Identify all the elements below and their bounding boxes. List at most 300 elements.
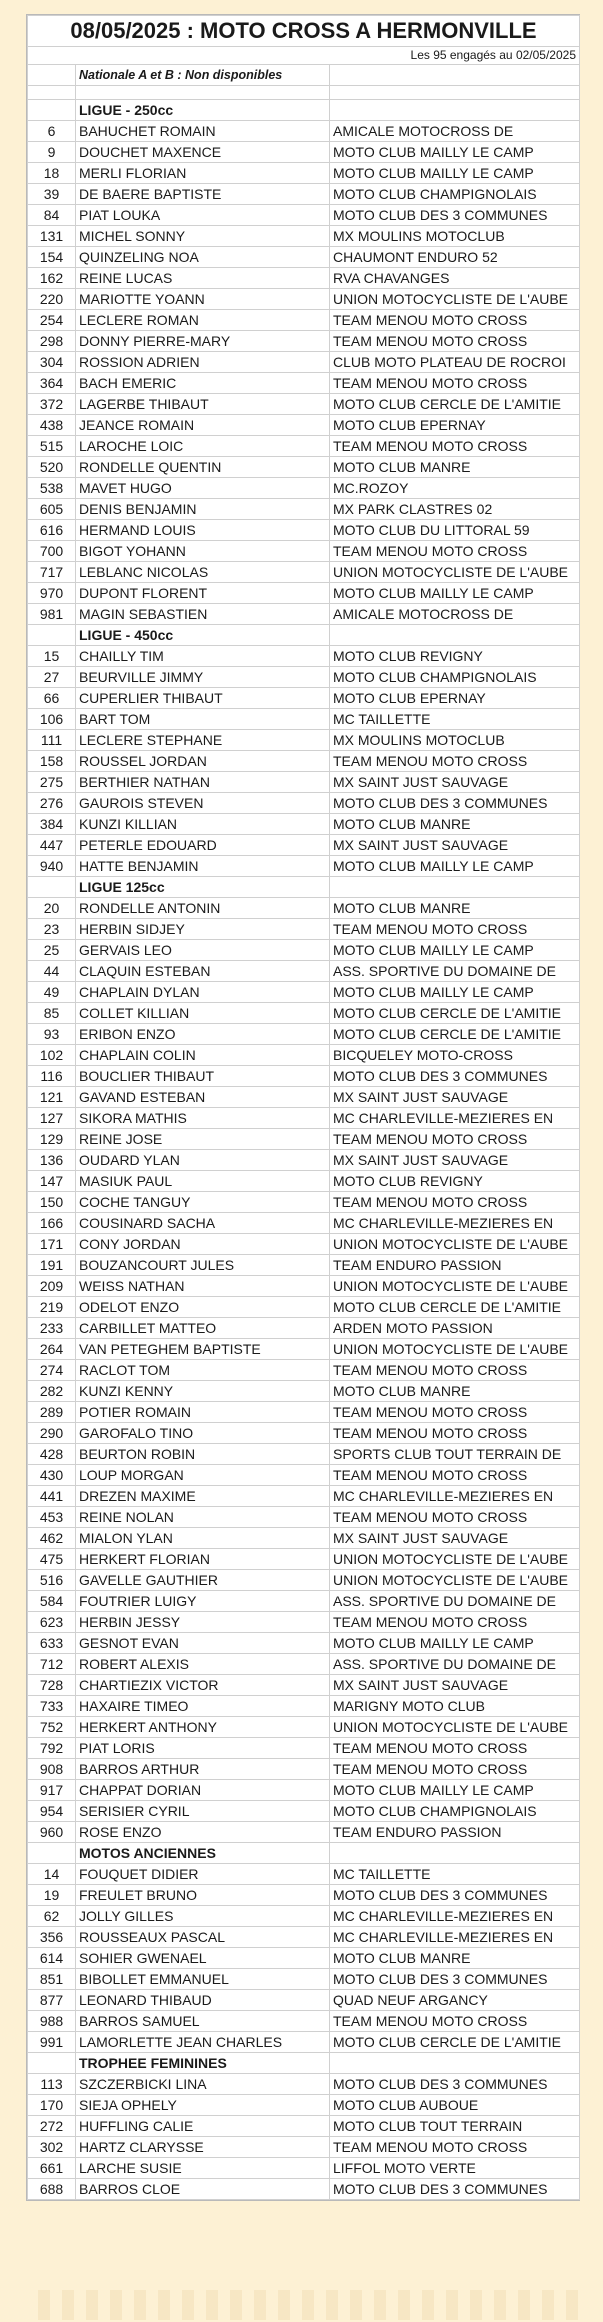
club-name: MC CHARLEVILLE-MEZIERES EN [330,1486,580,1507]
rider-number: 44 [28,961,76,982]
rider-number: 121 [28,1087,76,1108]
cell-blank [28,2053,76,2074]
table-row [28,1381,580,1402]
rider-number: 106 [28,709,76,730]
section-header [28,2053,580,2074]
rider-number: 538 [28,478,76,499]
rider-name: HATTE BENJAMIN [76,856,330,877]
club-name: TEAM ENDURO PASSION [330,1255,580,1276]
rider-name: LOUP MORGAN [76,1465,330,1486]
rider-number: 147 [28,1171,76,1192]
rider-number: 131 [28,226,76,247]
table-row [28,772,580,793]
club-name: MOTO CLUB MANRE [330,1381,580,1402]
club-name: MOTO CLUB MAILLY LE CAMP [330,856,580,877]
rider-name: MASIUK PAUL [76,1171,330,1192]
rider-name: GAVAND ESTEBAN [76,1087,330,1108]
club-name: MC CHARLEVILLE-MEZIERES EN [330,1213,580,1234]
rider-name: BIBOLLET EMMANUEL [76,1969,330,1990]
club-name: MX SAINT JUST SAUVAGE [330,1675,580,1696]
table-row [28,1066,580,1087]
club-name: TEAM MENOU MOTO CROSS [330,919,580,940]
rider-name: SOHIER GWENAEL [76,1948,330,1969]
subtitle-row [28,47,580,65]
rider-number: 93 [28,1024,76,1045]
club-name: MOTO CLUB DES 3 COMMUNES [330,1969,580,1990]
club-name: MOTO CLUB MAILLY LE CAMP [330,163,580,184]
rider-name: BOUZANCOURT JULES [76,1255,330,1276]
rider-name: REINE LUCAS [76,268,330,289]
club-name: MC TAILLETTE [330,709,580,730]
table-row [28,163,580,184]
rider-name: BACH EMERIC [76,373,330,394]
club-name: TEAM MENOU MOTO CROSS [330,541,580,562]
club-name: TEAM MENOU MOTO CROSS [330,1192,580,1213]
table-row [28,1402,580,1423]
rider-name: BIGOT YOHANN [76,541,330,562]
rider-number: 171 [28,1234,76,1255]
table-row [28,1234,580,1255]
rider-name: ROUSSEL JORDAN [76,751,330,772]
rider-name: DREZEN MAXIME [76,1486,330,1507]
table-row [28,1213,580,1234]
club-name: MC CHARLEVILLE-MEZIERES EN [330,1906,580,1927]
club-name: TEAM MENOU MOTO CROSS [330,2011,580,2032]
club-name: TEAM MENOU MOTO CROSS [330,1738,580,1759]
rider-number: 453 [28,1507,76,1528]
rider-number: 9 [28,142,76,163]
rider-name: KUNZI KILLIAN [76,814,330,835]
rider-number: 209 [28,1276,76,1297]
rider-name: CLAQUIN ESTEBAN [76,961,330,982]
club-name: ASS. SPORTIVE DU DOMAINE DE [330,961,580,982]
rider-name: VAN PETEGHEM BAPTISTE [76,1339,330,1360]
rider-name: DENIS BENJAMIN [76,499,330,520]
club-name: QUAD NEUF ARGANCY [330,1990,580,2011]
cell-blank [28,877,76,898]
rider-name: LECLERE ROMAN [76,310,330,331]
entry-list-table [27,15,580,2200]
club-name: MOTO CLUB EPERNAY [330,688,580,709]
rider-number: 129 [28,1129,76,1150]
club-name: MX PARK CLASTRES 02 [330,499,580,520]
cell-blank [330,877,580,898]
rider-number: 462 [28,1528,76,1549]
club-name: TEAM MENOU MOTO CROSS [330,310,580,331]
cell-blank [330,625,580,646]
rider-name: GERVAIS LEO [76,940,330,961]
table-row [28,1255,580,1276]
cell-blank [28,65,76,86]
cell-blank [28,625,76,646]
club-name: TEAM MENOU MOTO CROSS [330,436,580,457]
page-title: 08/05/2025 : MOTO CROSS A HERMONVILLE [28,16,580,47]
section-header [28,1843,580,1864]
rider-name: SIEJA OPHELY [76,2095,330,2116]
rider-name: BEURVILLE JIMMY [76,667,330,688]
rider-number: 605 [28,499,76,520]
table-row [28,793,580,814]
rider-number: 616 [28,520,76,541]
rider-number: 275 [28,772,76,793]
table-row [28,814,580,835]
table-row [28,2179,580,2200]
club-name: ARDEN MOTO PASSION [330,1318,580,1339]
rider-name: CHAPLAIN DYLAN [76,982,330,1003]
rider-name: MAGIN SEBASTIEN [76,604,330,625]
rider-number: 700 [28,541,76,562]
rider-number: 264 [28,1339,76,1360]
rider-name: CARBILLET MATTEO [76,1318,330,1339]
rider-name: HARTZ CLARYSSE [76,2137,330,2158]
table-row [28,205,580,226]
table-row [28,1696,580,1717]
rider-number: 154 [28,247,76,268]
rider-number: 170 [28,2095,76,2116]
club-name: MOTO CLUB DES 3 COMMUNES [330,2074,580,2095]
rider-number: 274 [28,1360,76,1381]
table-row [28,1423,580,1444]
club-name: MOTO CLUB CERCLE DE L'AMITIE [330,1297,580,1318]
rider-number: 166 [28,1213,76,1234]
club-name: TEAM MENOU MOTO CROSS [330,1402,580,1423]
section-header [28,100,580,121]
rider-name: MIALON YLAN [76,1528,330,1549]
rider-number: 752 [28,1717,76,1738]
club-name: MOTO CLUB CERCLE DE L'AMITIE [330,394,580,415]
rider-name: LECLERE STEPHANE [76,730,330,751]
rider-name: CUPERLIER THIBAUT [76,688,330,709]
table-row [28,121,580,142]
rider-name: HERKERT ANTHONY [76,1717,330,1738]
rider-number: 62 [28,1906,76,1927]
rider-name: DE BAERE BAPTISTE [76,184,330,205]
club-name: MX SAINT JUST SAUVAGE [330,1528,580,1549]
table-row [28,1171,580,1192]
rider-name: BOUCLIER THIBAUT [76,1066,330,1087]
table-row [28,583,580,604]
rider-name: BEURTON ROBIN [76,1444,330,1465]
rider-number: 233 [28,1318,76,1339]
rider-name: DOUCHET MAXENCE [76,142,330,163]
club-name: UNION MOTOCYCLISTE DE L'AUBE [330,289,580,310]
club-name: TEAM MENOU MOTO CROSS [330,751,580,772]
rider-number: 792 [28,1738,76,1759]
table-row [28,1528,580,1549]
rider-name: OUDARD YLAN [76,1150,330,1171]
club-name: TEAM MENOU MOTO CROSS [330,331,580,352]
rider-number: 276 [28,793,76,814]
rider-number: 18 [28,163,76,184]
club-name: TEAM MENOU MOTO CROSS [330,1423,580,1444]
section-header [28,625,580,646]
rider-number: 633 [28,1633,76,1654]
table-row [28,1549,580,1570]
club-name: TEAM MENOU MOTO CROSS [330,1759,580,1780]
club-name: MC CHARLEVILLE-MEZIERES EN [330,1927,580,1948]
rider-name: ROUSSEAUX PASCAL [76,1927,330,1948]
table-row [28,1780,580,1801]
rider-name: MICHEL SONNY [76,226,330,247]
rider-number: 158 [28,751,76,772]
rider-name: JEANCE ROMAIN [76,415,330,436]
table-row [28,1297,580,1318]
club-name: MOTO CLUB CERCLE DE L'AMITIE [330,2032,580,2053]
rider-name: HUFFLING CALIE [76,2116,330,2137]
rider-name: CHARTIEZIX VICTOR [76,1675,330,1696]
rider-number: 623 [28,1612,76,1633]
table-row [28,667,580,688]
rider-name: ODELOT ENZO [76,1297,330,1318]
club-name: MOTO CLUB MANRE [330,457,580,478]
club-name: ASS. SPORTIVE DU DOMAINE DE [330,1591,580,1612]
club-name: MOTO CLUB REVIGNY [330,1171,580,1192]
rider-name: WEISS NATHAN [76,1276,330,1297]
note-row [28,65,580,86]
rider-number: 851 [28,1969,76,1990]
rider-number: 102 [28,1045,76,1066]
rider-name: COCHE TANGUY [76,1192,330,1213]
club-name: MC TAILLETTE [330,1864,580,1885]
club-name: MOTO CLUB DES 3 COMMUNES [330,1066,580,1087]
rider-number: 430 [28,1465,76,1486]
table-row [28,751,580,772]
table-row [28,1759,580,1780]
rider-name: LAGERBE THIBAUT [76,394,330,415]
rider-number: 150 [28,1192,76,1213]
table-row [28,1360,580,1381]
table-row [28,1885,580,1906]
table-row [28,562,580,583]
club-name: UNION MOTOCYCLISTE DE L'AUBE [330,1339,580,1360]
table-row [28,1024,580,1045]
table-row [28,688,580,709]
club-name: MOTO CLUB MAILLY LE CAMP [330,982,580,1003]
table-row [28,1990,580,2011]
rider-name: JOLLY GILLES [76,1906,330,1927]
table-row [28,247,580,268]
rider-number: 428 [28,1444,76,1465]
club-name: UNION MOTOCYCLISTE DE L'AUBE [330,562,580,583]
rider-number: 136 [28,1150,76,1171]
rider-number: 127 [28,1108,76,1129]
cell-blank [330,1843,580,1864]
table-row [28,289,580,310]
table-row [28,730,580,751]
table-row [28,604,580,625]
rider-name: SERISIER CYRIL [76,1801,330,1822]
rider-name: BARROS ARTHUR [76,1759,330,1780]
rider-number: 516 [28,1570,76,1591]
club-name: MOTO CLUB MANRE [330,898,580,919]
table-row [28,1318,580,1339]
rider-name: LEONARD THIBAUD [76,1990,330,2011]
club-name: MOTO CLUB CERCLE DE L'AMITIE [330,1024,580,1045]
rider-name: BARROS CLOE [76,2179,330,2200]
rider-number: 14 [28,1864,76,1885]
rider-number: 940 [28,856,76,877]
rider-number: 85 [28,1003,76,1024]
table-row [28,352,580,373]
rider-name: ROBERT ALEXIS [76,1654,330,1675]
club-name: UNION MOTOCYCLISTE DE L'AUBE [330,1276,580,1297]
table-row [28,142,580,163]
table-row [28,310,580,331]
rider-number: 302 [28,2137,76,2158]
club-name: UNION MOTOCYCLISTE DE L'AUBE [330,1234,580,1255]
club-name: BICQUELEY MOTO-CROSS [330,1045,580,1066]
club-name: MOTO CLUB MAILLY LE CAMP [330,142,580,163]
table-row [28,1948,580,1969]
club-name: MARIGNY MOTO CLUB [330,1696,580,1717]
club-name: MC CHARLEVILLE-MEZIERES EN [330,1108,580,1129]
table-row [28,394,580,415]
rider-number: 116 [28,1066,76,1087]
rider-number: 113 [28,2074,76,2095]
rider-name: PIAT LOUKA [76,205,330,226]
rider-number: 254 [28,310,76,331]
table-row [28,478,580,499]
club-name: MX SAINT JUST SAUVAGE [330,772,580,793]
table-row [28,1612,580,1633]
table-row [28,1591,580,1612]
rider-number: 6 [28,121,76,142]
table-row [28,1675,580,1696]
club-name: AMICALE MOTOCROSS DE [330,121,580,142]
club-name: UNION MOTOCYCLISTE DE L'AUBE [330,1570,580,1591]
rider-name: LARCHE SUSIE [76,2158,330,2179]
table-row [28,1339,580,1360]
rider-number: 220 [28,289,76,310]
rider-number: 15 [28,646,76,667]
rider-number: 908 [28,1759,76,1780]
club-name: MOTO CLUB DES 3 COMMUNES [330,1885,580,1906]
club-name: UNION MOTOCYCLISTE DE L'AUBE [330,1549,580,1570]
club-name: MC.ROZOY [330,478,580,499]
rider-number: 372 [28,394,76,415]
club-name: MX SAINT JUST SAUVAGE [330,1150,580,1171]
rider-number: 289 [28,1402,76,1423]
cell-blank [330,2053,580,2074]
rider-number: 20 [28,898,76,919]
rider-number: 475 [28,1549,76,1570]
rider-number: 19 [28,1885,76,1906]
club-name: MOTO CLUB DES 3 COMMUNES [330,793,580,814]
rider-name: ROSSION ADRIEN [76,352,330,373]
club-name: MOTO CLUB MAILLY LE CAMP [330,583,580,604]
rider-name: REINE JOSE [76,1129,330,1150]
rider-name: GAUROIS STEVEN [76,793,330,814]
rider-name: GAROFALO TINO [76,1423,330,1444]
rider-name: HERKERT FLORIAN [76,1549,330,1570]
table-row [28,1486,580,1507]
rider-name: BART TOM [76,709,330,730]
section-title: LIGUE - 250cc [76,100,330,121]
cell-blank [28,100,76,121]
club-name: MOTO CLUB AUBOUE [330,2095,580,2116]
rider-number: 917 [28,1780,76,1801]
table-row [28,1738,580,1759]
table-row [28,1465,580,1486]
table-row [28,415,580,436]
club-name: MOTO CLUB DU LITTORAL 59 [330,520,580,541]
table-row [28,436,580,457]
cell-blank [330,100,580,121]
table-row [28,520,580,541]
table-row [28,1633,580,1654]
section-title: TROPHEE FEMININES [76,2053,330,2074]
rider-number: 447 [28,835,76,856]
club-name: MX MOULINS MOTOCLUB [330,730,580,751]
club-name: MOTO CLUB MANRE [330,814,580,835]
rider-number: 364 [28,373,76,394]
rider-number: 298 [28,331,76,352]
table-row [28,1192,580,1213]
rider-number: 23 [28,919,76,940]
table-row [28,541,580,562]
club-name: TEAM MENOU MOTO CROSS [330,1465,580,1486]
table-row [28,709,580,730]
club-name: TEAM MENOU MOTO CROSS [330,1612,580,1633]
title-row [28,16,580,47]
table-row [28,457,580,478]
section-title: LIGUE - 450cc [76,625,330,646]
spacer-row [28,86,580,100]
rider-name: RONDELLE QUENTIN [76,457,330,478]
club-name: MX SAINT JUST SAUVAGE [330,835,580,856]
rider-name: SIKORA MATHIS [76,1108,330,1129]
rider-number: 688 [28,2179,76,2200]
rider-name: CONY JORDAN [76,1234,330,1255]
table-row [28,919,580,940]
rider-name: MARIOTTE YOANN [76,289,330,310]
rider-number: 27 [28,667,76,688]
table-row [28,331,580,352]
table-row [28,1822,580,1843]
table-row [28,1654,580,1675]
rider-name: DUPONT FLORENT [76,583,330,604]
club-name: TEAM ENDURO PASSION [330,1822,580,1843]
table-row [28,1969,580,1990]
rider-number: 49 [28,982,76,1003]
club-name: LIFFOL MOTO VERTE [330,2158,580,2179]
rider-number: 981 [28,604,76,625]
table-row [28,2158,580,2179]
table-row [28,961,580,982]
rider-name: LAMORLETTE JEAN CHARLES [76,2032,330,2053]
club-name: TEAM MENOU MOTO CROSS [330,2137,580,2158]
rider-name: DONNY PIERRE-MARY [76,331,330,352]
rider-name: ERIBON ENZO [76,1024,330,1045]
rider-name: COLLET KILLIAN [76,1003,330,1024]
rider-name: GAVELLE GAUTHIER [76,1570,330,1591]
rider-name: QUINZELING NOA [76,247,330,268]
club-name: MOTO CLUB CERCLE DE L'AMITIE [330,1003,580,1024]
club-name: MOTO CLUB CHAMPIGNOLAIS [330,1801,580,1822]
table-row [28,2032,580,2053]
club-name: MX MOULINS MOTOCLUB [330,226,580,247]
rider-name: HERBIN SIDJEY [76,919,330,940]
rider-number: 356 [28,1927,76,1948]
table-row [28,1717,580,1738]
table-row [28,940,580,961]
rider-name: FOUQUET DIDIER [76,1864,330,1885]
table-row [28,1150,580,1171]
rider-number: 728 [28,1675,76,1696]
rider-name: HERMAND LOUIS [76,520,330,541]
club-name: MOTO CLUB MANRE [330,1948,580,1969]
club-name: MOTO CLUB CHAMPIGNOLAIS [330,184,580,205]
